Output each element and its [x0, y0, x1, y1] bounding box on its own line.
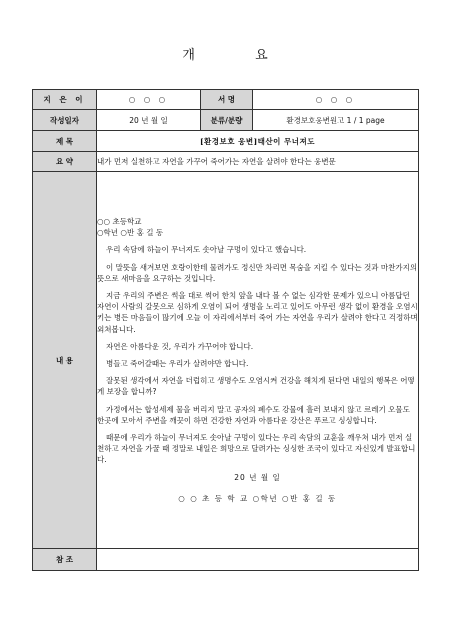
paragraph-3: 지금 우리의 주변은 썩을 대로 썩어 한치 앞을 내다 볼 수 없는 심각한 문제가 있으니 아름답던 자연이 사람의 갈못으로 심하게 오염이 되어 생명을 노리고 있어도 아무런 생각 없이 환경을 오염시키는 병든 마음들이 많기에 오늘 이 자리에서부터 죽어 가는 자연을 우리가 살려야 한다고 걱정하며 외쳐봅니다. — [97, 290, 418, 334]
summary-row — [33, 152, 419, 172]
date-label: 작성일자 — [33, 110, 97, 131]
reference-value — [97, 549, 419, 571]
subject-value: [환경보호 웅변]태산이 무너져도 — [97, 131, 419, 152]
content-row — [33, 172, 419, 549]
reference-row — [33, 549, 419, 571]
reference-label: 참 조 — [33, 549, 97, 571]
category-value: 환경보호웅변원고 1 / 1 page — [253, 110, 419, 131]
author-row — [33, 90, 419, 110]
summary-value: 내가 먼저 실천하고 자연을 가꾸어 죽어가는 자연을 살려야 한다는 웅변문 — [97, 152, 419, 172]
school-name: ○○ 초등학교 — [97, 216, 142, 226]
speech-date: 20 년 월 일 — [234, 472, 281, 482]
subject-row — [33, 131, 419, 152]
paragraph-2: 이 말뜻을 새겨보면 호랑이한테 물려가도 정신만 차리면 목숨을 지킬 수 있다는 것과 마찬가지의 뜻으로 새마음을 요구하는 것입니다. — [97, 262, 418, 283]
paragraph-1: 우리 속담에 하늘이 무너져도 솟아날 구멍이 있다고 했습니다. — [106, 245, 307, 255]
signature-label: 서 명 — [201, 90, 253, 110]
date-value: 20 년 월 일 — [97, 110, 201, 131]
category-label: 분류/분량 — [201, 110, 253, 131]
author-label: 지 은 이 — [33, 90, 97, 110]
paragraph-4: 자연은 아름다운 것, 우리가 가꾸어야 합니다. — [106, 341, 254, 351]
content-body — [97, 172, 419, 549]
page-title: 개 요 — [182, 48, 296, 63]
paragraph-8: 때문에 우리가 하늘이 무너져도 솟아날 구멍이 있다는 우리 속담의 교훈을 깨우쳐 내가 먼저 실천하고 자연을 가꿀 때 정말로 내일은 희망으로 달려가는 싱싱한 조국이 있다고 자신있게 발표합니다. — [97, 433, 416, 465]
paragraph-5: 병들고 죽어갈때는 우리가 살려야만 합니다. — [106, 359, 249, 368]
summary-label: 요 약 — [33, 152, 97, 172]
student-name: ○학년 ○반 홍 길 동 — [97, 228, 164, 238]
subject-label: 제 목 — [33, 131, 97, 152]
author-value: ○ ○ ○ — [97, 90, 201, 110]
overview-form — [32, 89, 419, 571]
content-label: 내 용 — [33, 172, 97, 549]
speech-signer: ○ ○ 초 등 학 교 ○학년 ○반 홍 길 동 — [178, 493, 337, 503]
paragraph-6: 잘못된 생각에서 자연을 더럽히고 생명수도 오염시켜 건강을 해치게 된다면 내일의 행복은 어떻게 보장을 합니까? — [97, 376, 415, 397]
paragraph-7: 가정에서는 합성세제 물을 버리지 말고 공자의 폐수도 강물에 흘러 보내지 않고 르레기 오물도 한곳에 모아서 주변을 깨끗이 하면 건강한 자연과 아름다운 강산은 푸르고 싱싱합니다. — [97, 404, 410, 425]
date-row — [33, 110, 419, 131]
signature-value: ○ ○ ○ — [253, 90, 419, 110]
